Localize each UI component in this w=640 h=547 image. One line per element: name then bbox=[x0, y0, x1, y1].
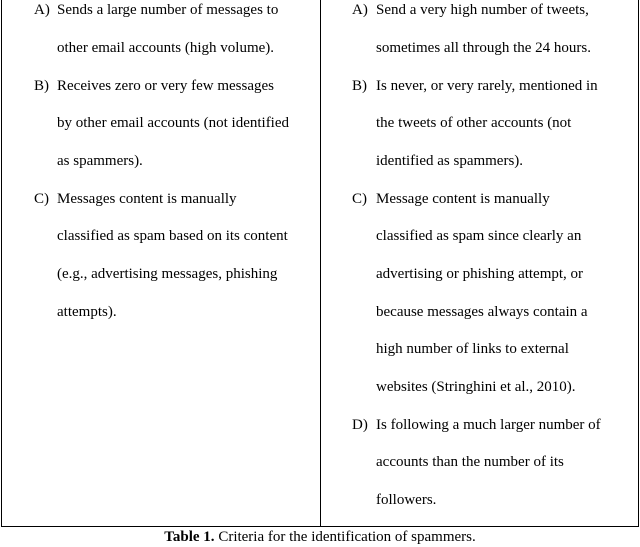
caption-text: Criteria for the identification of spammers. bbox=[214, 529, 476, 545]
table-column-divider bbox=[320, 0, 321, 527]
criterion-text: Sends a large number of messages to other email accounts (high volume). bbox=[57, 2, 279, 56]
criterion-text: Messages content is manually classified as spam based on its content (e.g., advertising messages, phishing attempts). bbox=[57, 190, 288, 320]
criterion-marker: A) bbox=[34, 2, 50, 18]
table-caption bbox=[0, 527, 640, 547]
criterion-marker: A) bbox=[352, 2, 368, 18]
caption-label: Table 1. bbox=[164, 529, 215, 545]
criterion-marker: D) bbox=[352, 416, 368, 433]
criterion-text: Message content is manually classified as spam since clearly an advertising or phishing attempt, or because messages always contain a high number of links to external websites (Stringhini et al., 2010). bbox=[376, 190, 588, 396]
criterion-text: Receives zero or very few messages by other email accounts (not identified as spammers). bbox=[57, 77, 290, 169]
criterion-marker: B) bbox=[352, 77, 367, 94]
table-left-border bbox=[1, 0, 2, 527]
criterion-marker: C) bbox=[352, 190, 367, 207]
table-right-border bbox=[638, 0, 639, 527]
criterion-marker: B) bbox=[34, 77, 49, 94]
criterion-text: Is never, or very rarely, mentioned in the tweets of other accounts (not identified as spammers). bbox=[376, 77, 598, 169]
criterion-marker: C) bbox=[34, 190, 49, 207]
criterion-text: Is following a much larger number of accounts than the number of its followers. bbox=[376, 416, 601, 508]
criterion-text: Send a very high number of tweets, sometimes all through the 24 hours. bbox=[376, 2, 591, 56]
